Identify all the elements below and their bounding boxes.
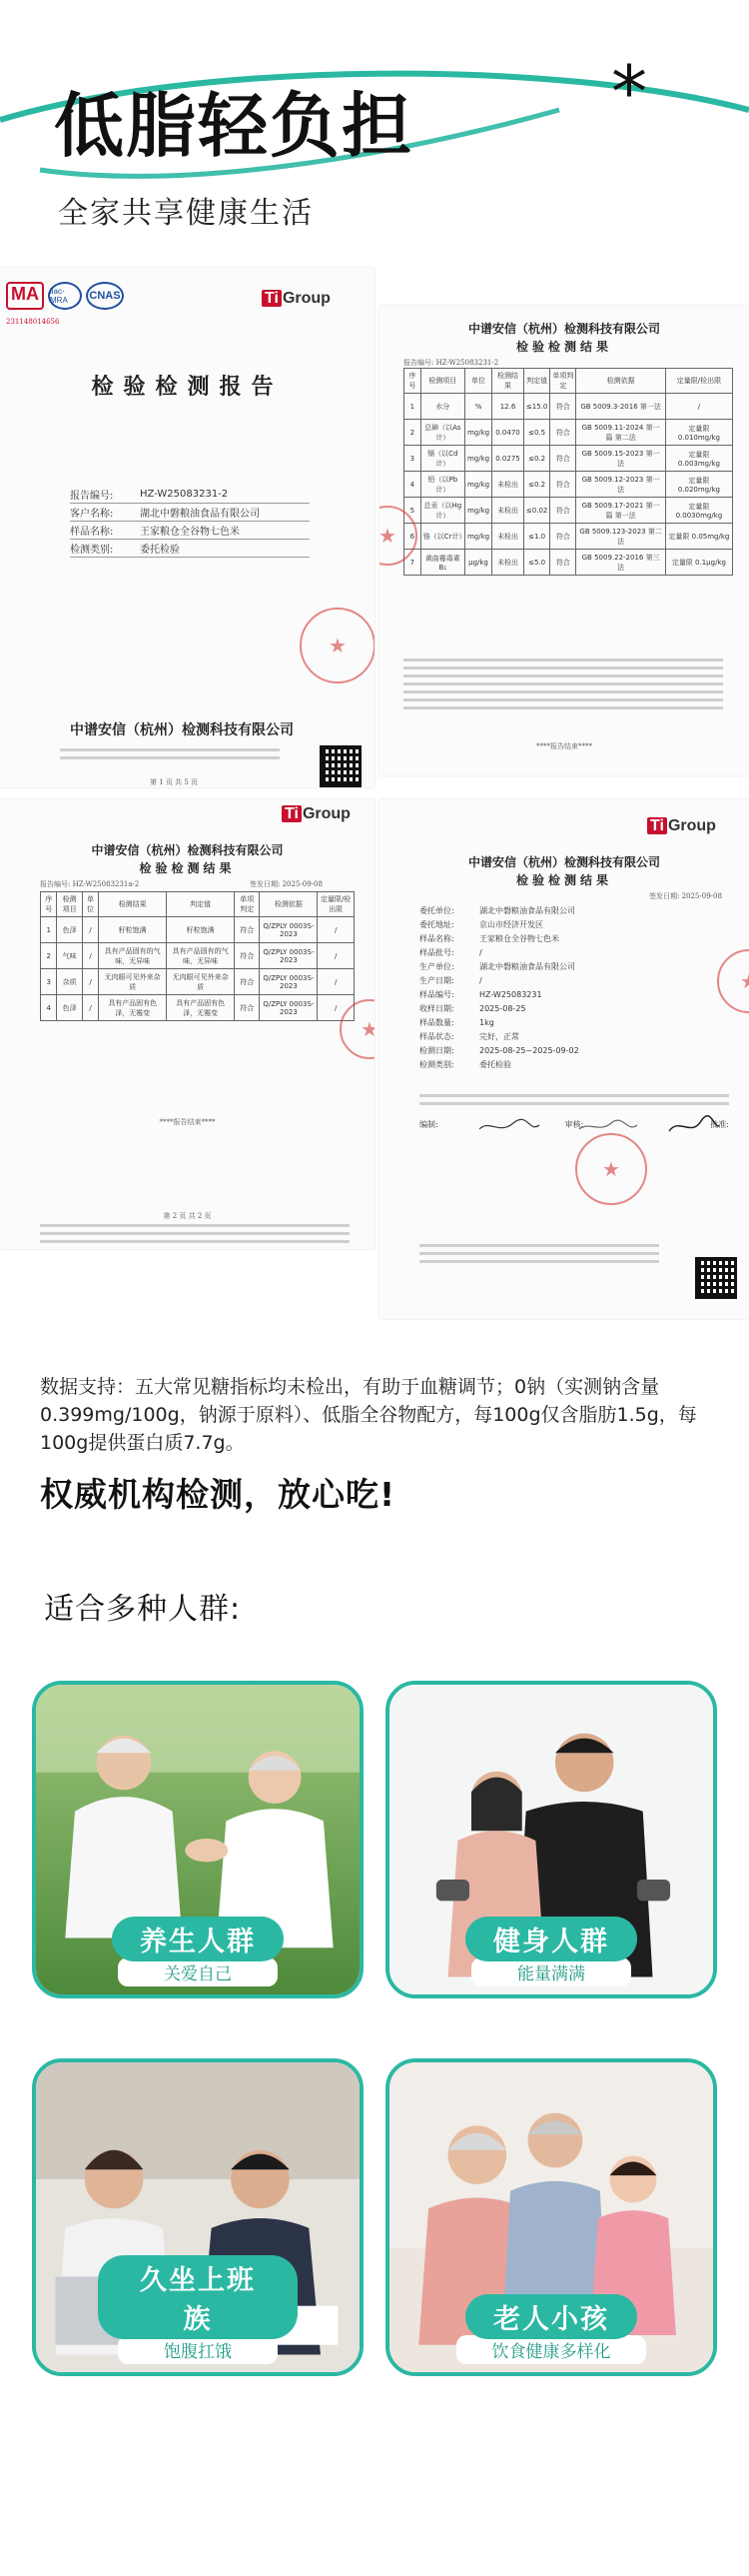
table-row: 1 色泽 / 籽粒饱满 籽粒饱满 符合 Q/ZPLY 0003S-2023 / [41,917,355,943]
cma-logo: MA [6,282,44,310]
lab-company-name: 中谱安信（杭州）检测科技有限公司 [91,843,284,857]
card-label-text: 养生人群 [112,1917,284,1961]
results-title: 检验检测结果 [515,340,612,354]
notes-lines [40,1219,350,1248]
report-page-1 [0,268,374,787]
page-number: 第 1 页 共 5 页 [150,778,199,786]
page-number: 第 2 页 共 2 页 [163,1212,212,1220]
lab-address-lines [60,743,280,764]
table-row: 7 黄曲霉毒素B₁ μg/kg 未检出 ≤5.0 符合 GB 5009.22-2016 第三法 定量限 0.1μg/kg [404,550,733,576]
signer-label: 审核: [564,1120,584,1129]
table-row: 4 色泽 / 具有产品固有色泽，无霉变 具有产品固有色泽，无霉变 符合 Q/ZPLY 0003S-2023 / [41,995,355,1021]
tigroup-logo: Ti Group [282,805,351,823]
cert-marks [6,282,124,310]
report-fields: 报告编号: HZ-W25083231-2 客户名称: 湖北中磐粮油食品有限公司 样品名称: 王家粮仓全谷物七色米 检测类别: 委托检验 [70,486,310,558]
results-table: 序号 检测项目 单位 检测结果 判定值 单项判定 检测依据 定量限/检出限 1 水分 % 12.6 ≤15.0 符合 GB 5009.3-2016 第一法 / 2 总砷（以As计） mg/kg 0.0470 ≤0.5 符合 GB 5009.11-2024 第一篇 第二法 定量限 0.010mg/kg 3 镉（以Cd计） mg/kg 0.0275 ≤0.2 符合 GB 5009.15-2023 第一法 定量限 0.003mg/kg 4 铅（以Pb计） mg/kg 未检出 ≤0.2 符合 GB 5009.12-2023 第一法 定量限 0.020mg/kg 5 总汞（以Hg计） mg/kg 未检出 ≤0.02 符合 GB 5009.17-2021 第一篇 第一法 定量限 0.0030mg/kg 6 铬（以Cr计） mg/kg 未检出 ≤1.0 符合 GB 5009.123-2023 第二法 定量限 0.05mg/kg 7 黄曲霉毒素B₁ μg/kg 未检出 ≤5.0 符合 GB 5009.22-2016 第三法 定量限 0.1μg/kg [403,368,733,576]
lab-company-name: 中谱安信（杭州）检测科技有限公司 [70,722,294,738]
sample-info-fields: 委托单位: 湖北中磐粮油食品有限公司 委托地址: 京山市经济开发区 样品名称: 王家粮仓全谷物七色米 样品批号: / 生产单位: 湖北中磐粮油食品有限公司 生产日期: / 样品编号: HZ-W25083231 收样日期: 2025-08-25 样品数量: 1kg 样品状态: 完好，正常 检测日期: 2025-08-25~2025-09-02 检测类别: 委托检验 [419,905,579,1069]
audience-card-office [32,2058,364,2376]
notes-lines [419,1239,659,1268]
results-title: 检验检测结果 [139,861,236,875]
card-label-text: 久坐上班族 [98,2255,298,2339]
red-seal-stamp [575,1133,647,1205]
report-end-note: ****报告结束**** [536,742,592,750]
card-sub-text: 关爱自己 [118,1957,278,1986]
tigroup-logo: Ti Group [647,817,716,835]
table-row: 2 总砷（以As计） mg/kg 0.0470 ≤0.5 符合 GB 5009.11-2024 第一篇 第二法 定量限 0.010mg/kg [404,420,733,446]
signer-label: 编制: [419,1120,438,1129]
authority-headline: 权威机构检测，放心吃! [40,1475,396,1514]
red-seal-stamp [717,949,749,1013]
ilac-logo: ilac-MRA [48,282,82,310]
qr-code [320,745,362,787]
results-table: 序号 检测项目 单位 检测结果 判定值 单项判定 检测依据 定量限/检出限 1 色泽 / 籽粒饱满 籽粒饱满 符合 Q/ZPLY 0003S-2023 / 2 气味 / 具有产品固有的气味，无异味 具有产品固有的气味，无异味 符合 Q/ZPLY 0003S-2023 / 3 杂质 / 无肉眼可见外来杂质 无肉眼可见外来杂质 符合 Q/ZPLY 0003S-2023 / 4 色泽 / 具有产品固有色泽，无霉变 具有产品固有色泽，无霉变 符合 Q/ZPLY 0003S-2023 / [40,891,355,1021]
table-row: 5 总汞（以Hg计） mg/kg 未检出 ≤0.02 符合 GB 5009.17-2021 第一篇 第一法 定量限 0.0030mg/kg [404,498,733,524]
card-sub-text: 饱腹扛饿 [118,2335,278,2364]
card-label [451,1917,651,1986]
asterisk-icon: * [611,50,647,134]
issue-date: 签发日期: 2025-09-08 [250,880,323,888]
table-row: 4 铅（以Pb计） mg/kg 未检出 ≤0.2 符合 GB 5009.12-2023 第一法 定量限 0.020mg/kg [404,472,733,498]
data-support-note: 数据支持：五大常见糖指标均未检出，有助于血糖调节；0钠（实测钠含量0.399mg/100g，钠源于原料）、低脂全谷物配方，每100g仅含脂肪1.5g，每100g提供蛋白质7.7g。 [40,1376,697,1454]
table-row: 6 铬（以Cr计） mg/kg 未检出 ≤1.0 符合 GB 5009.123-2023 第二法 定量限 0.05mg/kg [404,524,733,550]
red-seal-stamp [300,608,374,683]
card-label-text: 老人小孩 [465,2294,637,2339]
hero-subtitle: 全家共享健康生活 [58,196,314,231]
audience-card-fitness [385,1681,717,1998]
report-end-note: ****报告结束**** [159,1118,216,1126]
tigroup-logo: Ti Group [262,290,331,308]
report-page-2 [379,306,749,775]
report-title: 检验检测报告 [91,374,284,400]
card-sub-text: 饮食健康多样化 [456,2335,646,2364]
lab-company-name: 中谱安信（杭州）检测科技有限公司 [467,322,660,336]
cert-code: 231148014656 [6,318,60,326]
cnas-logo: CNAS [86,282,124,310]
table-row: 2 气味 / 具有产品固有的气味，无异味 具有产品固有的气味，无异味 符合 Q/ZPLY 0003S-2023 / [41,943,355,969]
notes-lines [403,653,723,714]
report-number: 报告编号: HZ-W25083231a-2 [40,880,140,888]
report-number: 报告编号: HZ-W25083231-2 [403,359,499,367]
signer-label: 批准: [710,1120,729,1129]
declaration-lines [419,1089,729,1110]
card-label [451,2294,651,2364]
audience-card-health [32,1681,364,1998]
card-label-text: 健身人群 [465,1917,637,1961]
results-title: 检验检测结果 [515,873,612,887]
card-label [98,2255,298,2364]
table-row: 1 水分 % 12.6 ≤15.0 符合 GB 5009.3-2016 第一法 / [404,394,733,420]
hero-banner [0,0,749,250]
report-page-4 [379,799,749,1319]
card-label [98,1917,298,1986]
lab-company-name: 中谱安信（杭州）检测科技有限公司 [467,855,660,869]
issue-date: 签发日期: 2025-09-08 [649,892,722,900]
audience-section-title: 适合多种人群: [44,1592,242,1627]
qr-code [695,1257,737,1299]
card-sub-text: 能量满满 [471,1957,631,1986]
hero-title: 低脂轻负担 [54,85,413,167]
report-page-3 [0,799,374,1249]
table-row: 3 镉（以Cd计） mg/kg 0.0275 ≤0.2 符合 GB 5009.15-2023 第一法 定量限 0.003mg/kg [404,446,733,472]
audience-card-family [385,2058,717,2376]
table-row: 3 杂质 / 无肉眼可见外来杂质 无肉眼可见外来杂质 符合 Q/ZPLY 0003S-2023 / [41,969,355,995]
